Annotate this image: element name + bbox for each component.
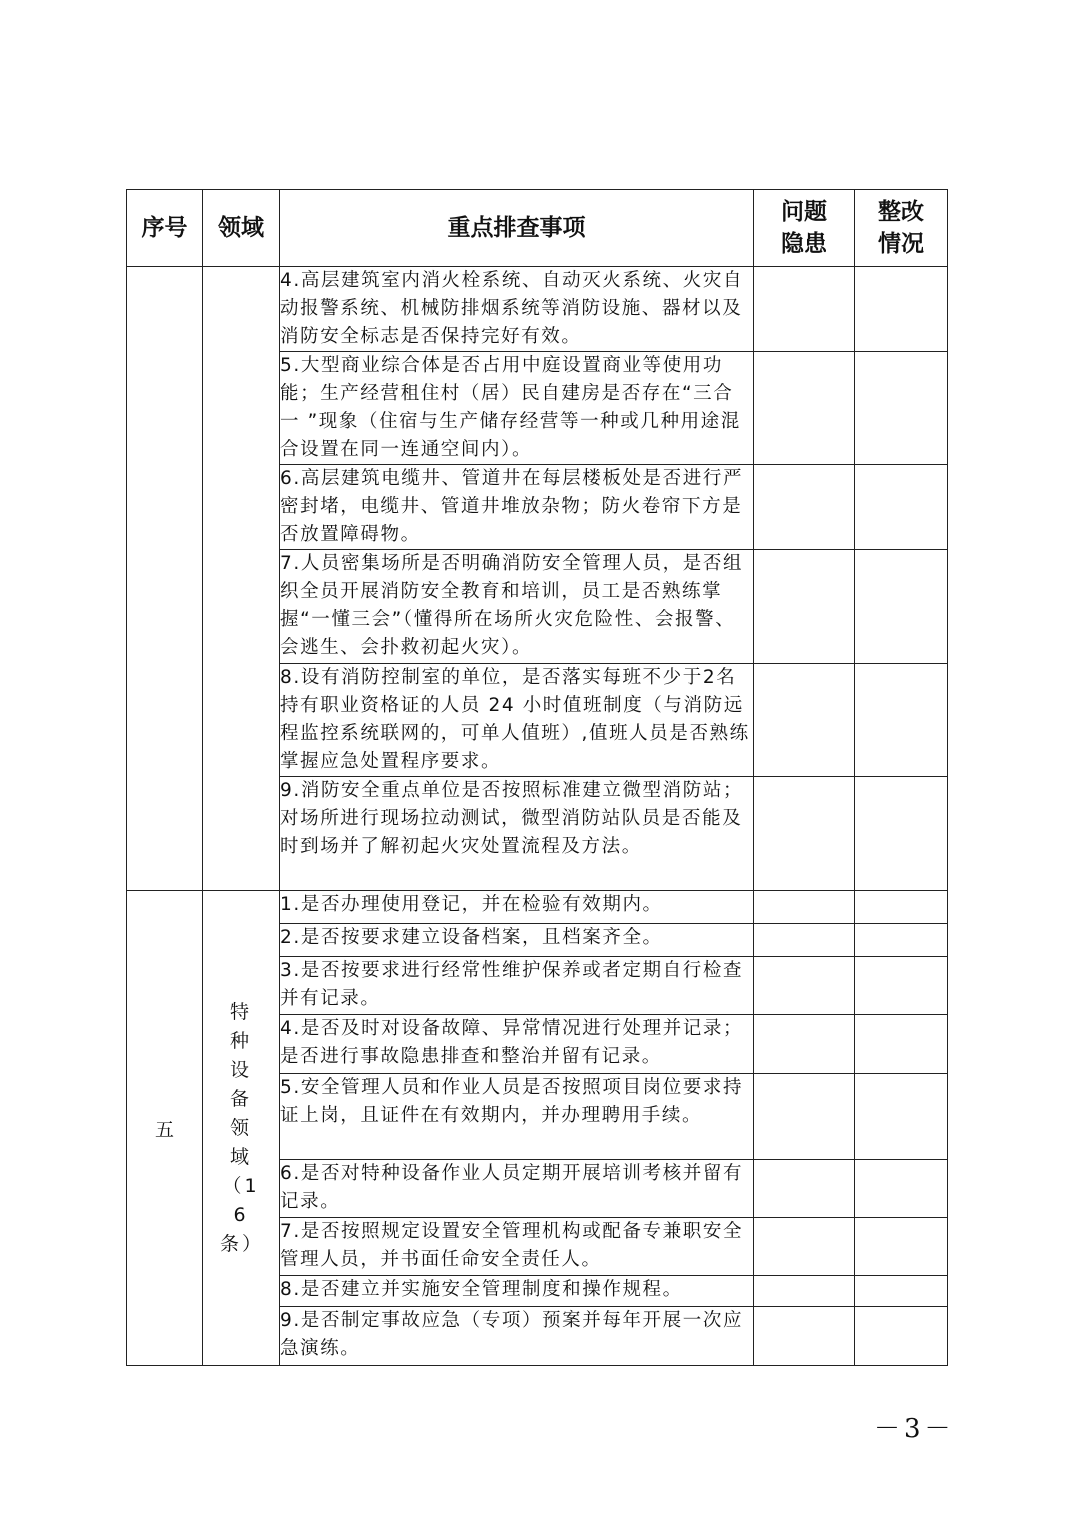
check-item: 8.是否建立并实施安全管理制度和操作规程。 [280,1276,754,1307]
rectification-cell [855,957,948,1015]
hazard-cell [754,352,855,465]
header-row [127,190,948,267]
hazard-cell [754,1015,855,1074]
header-hazards: 问题 隐患 [754,190,855,267]
rectification-cell [855,1276,948,1307]
hazard-cell [754,550,855,664]
hazard-cell [754,664,855,777]
rectification-cell [855,1015,948,1074]
rectification-cell [855,465,948,550]
hazard-cell [754,465,855,550]
check-item: 7.人员密集场所是否明确消防安全管理人员，是否组织全员开展消防安全教育和培训，员工是否熟练掌握“一懂三会”（懂得所在场所火灾危险性、会报警、会逃生、会扑救初起火灾）。 [280,550,754,664]
hazard-cell [754,267,855,352]
check-item: 2.是否按要求建立设备档案，且档案齐全。 [280,924,754,957]
check-item: 9.是否制定事故应急（专项）预案并每年开展一次应急演练。 [280,1307,754,1366]
domain-cell [203,267,280,891]
domain-label: 特种设备领域（16条） [220,1000,265,1255]
check-item: 5.安全管理人员和作业人员是否按照项目岗位要求持证上岗，且证件在有效期内，并办理聘用手续。 [280,1074,754,1160]
table-row [127,267,948,352]
check-item: 4.高层建筑室内消火栓系统、自动灭火系统、火灾自动报警系统、机械防排烟系统等消防设施、器材以及消防安全标志是否保持完好有效。 [280,267,754,352]
rectification-cell [855,924,948,957]
check-item: 3.是否按要求进行经常性维护保养或者定期自行检查并有记录。 [280,957,754,1015]
hazard-cell [754,1307,855,1366]
rectification-cell [855,1074,948,1160]
seq-cell [127,267,203,891]
check-item: 6.是否对特种设备作业人员定期开展培训考核并留有记录。 [280,1160,754,1218]
seq-cell: 五 [127,891,203,1366]
rectification-cell [855,352,948,465]
rectification-cell [855,664,948,777]
hazard-cell [754,1276,855,1307]
page-number: －3－ [874,1414,955,1444]
check-item: 5.大型商业综合体是否占用中庭设置商业等使用功能；生产经营租住村（居）民自建房是否存在“三合一 ”现象（住宿与生产储存经营等一种或几种用途混合设置在同一连通空间内）。 [280,352,754,465]
rectification-cell [855,1307,948,1366]
hazard-cell [754,924,855,957]
table-row [127,891,948,924]
rectification-cell [855,550,948,664]
hazard-cell [754,1218,855,1276]
hazard-cell [754,1074,855,1160]
inspection-table [126,189,948,1366]
rectification-cell [855,891,948,924]
check-item: 7.是否按照规定设置安全管理机构或配备专兼职安全管理人员，并书面任命安全责任人。 [280,1218,754,1276]
hazard-cell [754,891,855,924]
rectification-cell [855,1160,948,1218]
header-rectification: 整改 情况 [855,190,948,267]
domain-cell [203,891,280,1366]
check-item: 9.消防安全重点单位是否按照标准建立微型消防站；对场所进行现场拉动测试，微型消防站队员是否能及时到场并了解初起火灾处置流程及方法。 [280,777,754,891]
check-item: 1.是否办理使用登记，并在检验有效期内。 [280,891,754,924]
check-item: 4.是否及时对设备故障、异常情况进行处理并记录；是否进行事故隐患排查和整治并留有记录。 [280,1015,754,1074]
rectification-cell [855,777,948,891]
header-seq: 序号 [127,190,203,267]
check-item: 6.高层建筑电缆井、管道井在每层楼板处是否进行严密封堵，电缆井、管道井堆放杂物；防火卷帘下方是否放置障碍物。 [280,465,754,550]
hazard-cell [754,1160,855,1218]
hazard-cell [754,957,855,1015]
header-domain: 领域 [203,190,280,267]
header-items: 重点排查事项 [280,190,754,267]
rectification-cell [855,1218,948,1276]
hazard-cell [754,777,855,891]
rectification-cell [855,267,948,352]
check-item: 8.设有消防控制室的单位，是否落实每班不少于2名持有职业资格证的人员 24 小时值班制度（与消防远程监控系统联网的，可单人值班）,值班人员是否熟练掌握应急处置程序要求。 [280,664,754,777]
